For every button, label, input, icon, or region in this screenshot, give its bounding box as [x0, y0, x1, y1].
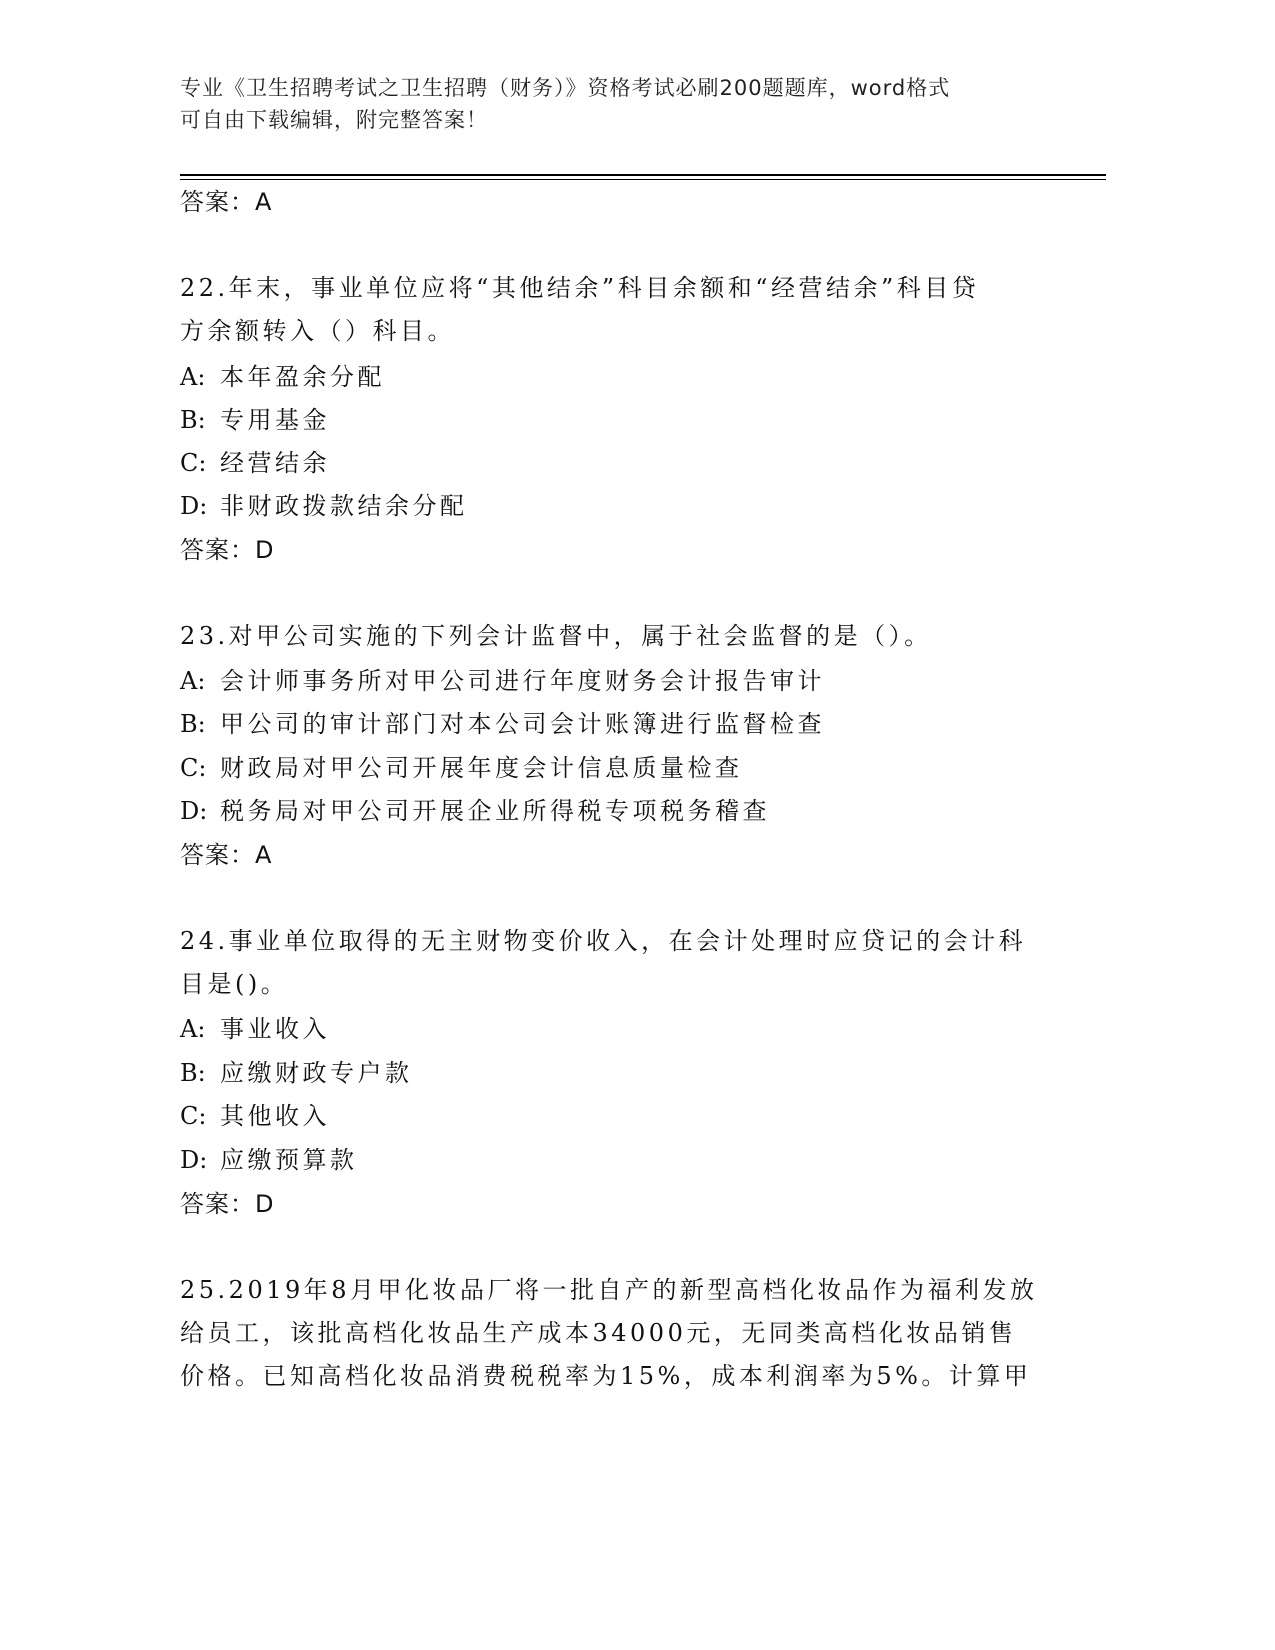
header-line-2: 可自由下载编辑，附完整答案！ — [180, 108, 488, 132]
option-key: B: — [180, 406, 206, 434]
answer: 答案：D — [180, 536, 275, 564]
option-text: 应缴财政专户款 — [220, 1059, 413, 1087]
header-rule-thick — [180, 174, 1106, 176]
option-b — [180, 403, 330, 437]
stem-line: 23.对甲公司实施的下列会计监督中，属于社会监督的是（）。 — [180, 622, 932, 650]
option-text: 财政局对甲公司开展年度会计信息质量检查 — [220, 754, 743, 782]
option-text: 会计师事务所对甲公司进行年度财务会计报告审计 — [220, 667, 825, 695]
option-text: 本年盈余分配 — [220, 363, 385, 391]
stem-line: 25.2019年8月甲化妆品厂将一批自产的新型高档化妆品作为福利发放 — [180, 1276, 1038, 1304]
option-a — [180, 360, 385, 394]
option-text: 事业收入 — [220, 1015, 330, 1043]
option-key: D: — [180, 492, 208, 520]
stem-line: 方余额转入（）科目。 — [180, 317, 455, 345]
stem-line: 22.年末，事业单位应将“其他结余”科目余额和“经营结余”科目贷 — [180, 274, 980, 302]
question-stem — [180, 615, 1060, 658]
answer: 答案：D — [180, 1190, 275, 1218]
option-c — [180, 446, 330, 480]
option-text: 专用基金 — [220, 406, 330, 434]
header-rule-thin — [180, 179, 1106, 180]
question-stem — [180, 267, 1060, 353]
option-key: D: — [180, 1146, 208, 1174]
option-d — [180, 1143, 358, 1177]
option-d — [180, 794, 770, 828]
stem-line: 给员工，该批高档化妆品生产成本34000元，无同类高档化妆品销售 — [180, 1319, 1017, 1347]
option-text: 甲公司的审计部门对本公司会计账簿进行监督检查 — [220, 710, 825, 738]
answer-prev: 答案：A — [180, 188, 273, 216]
stem-line: 目是()。 — [180, 970, 289, 998]
stem-line: 价格。已知高档化妆品消费税税率为15%，成本利润率为5%。计算甲 — [180, 1362, 1032, 1390]
option-text: 经营结余 — [220, 449, 330, 477]
option-key: A: — [180, 363, 206, 391]
option-a — [180, 1012, 330, 1046]
document-header — [180, 72, 1040, 136]
option-key: A: — [180, 1015, 206, 1043]
option-text: 应缴预算款 — [220, 1146, 358, 1174]
answer: 答案：A — [180, 841, 273, 869]
question-stem — [180, 1269, 1060, 1398]
option-key: C: — [180, 449, 207, 477]
question-stem — [180, 920, 1060, 1006]
option-key: B: — [180, 710, 206, 738]
option-c — [180, 1099, 330, 1133]
option-text: 非财政拨款结余分配 — [220, 492, 468, 520]
option-key: C: — [180, 1102, 207, 1130]
option-a — [180, 664, 825, 698]
option-c — [180, 751, 743, 785]
option-key: B: — [180, 1059, 206, 1087]
option-text: 税务局对甲公司开展企业所得税专项税务稽查 — [220, 797, 770, 825]
option-key: A: — [180, 667, 206, 695]
option-d — [180, 489, 468, 523]
header-line-1: 专业《卫生招聘考试之卫生招聘（财务）》资格考试必刷200题题库，word格式 — [180, 76, 951, 100]
option-key: D: — [180, 797, 208, 825]
option-text: 其他收入 — [220, 1102, 330, 1130]
option-key: C: — [180, 754, 207, 782]
option-b — [180, 707, 825, 741]
option-b — [180, 1056, 413, 1090]
stem-line: 24.事业单位取得的无主财物变价收入，在会计处理时应贷记的会计科 — [180, 927, 1027, 955]
